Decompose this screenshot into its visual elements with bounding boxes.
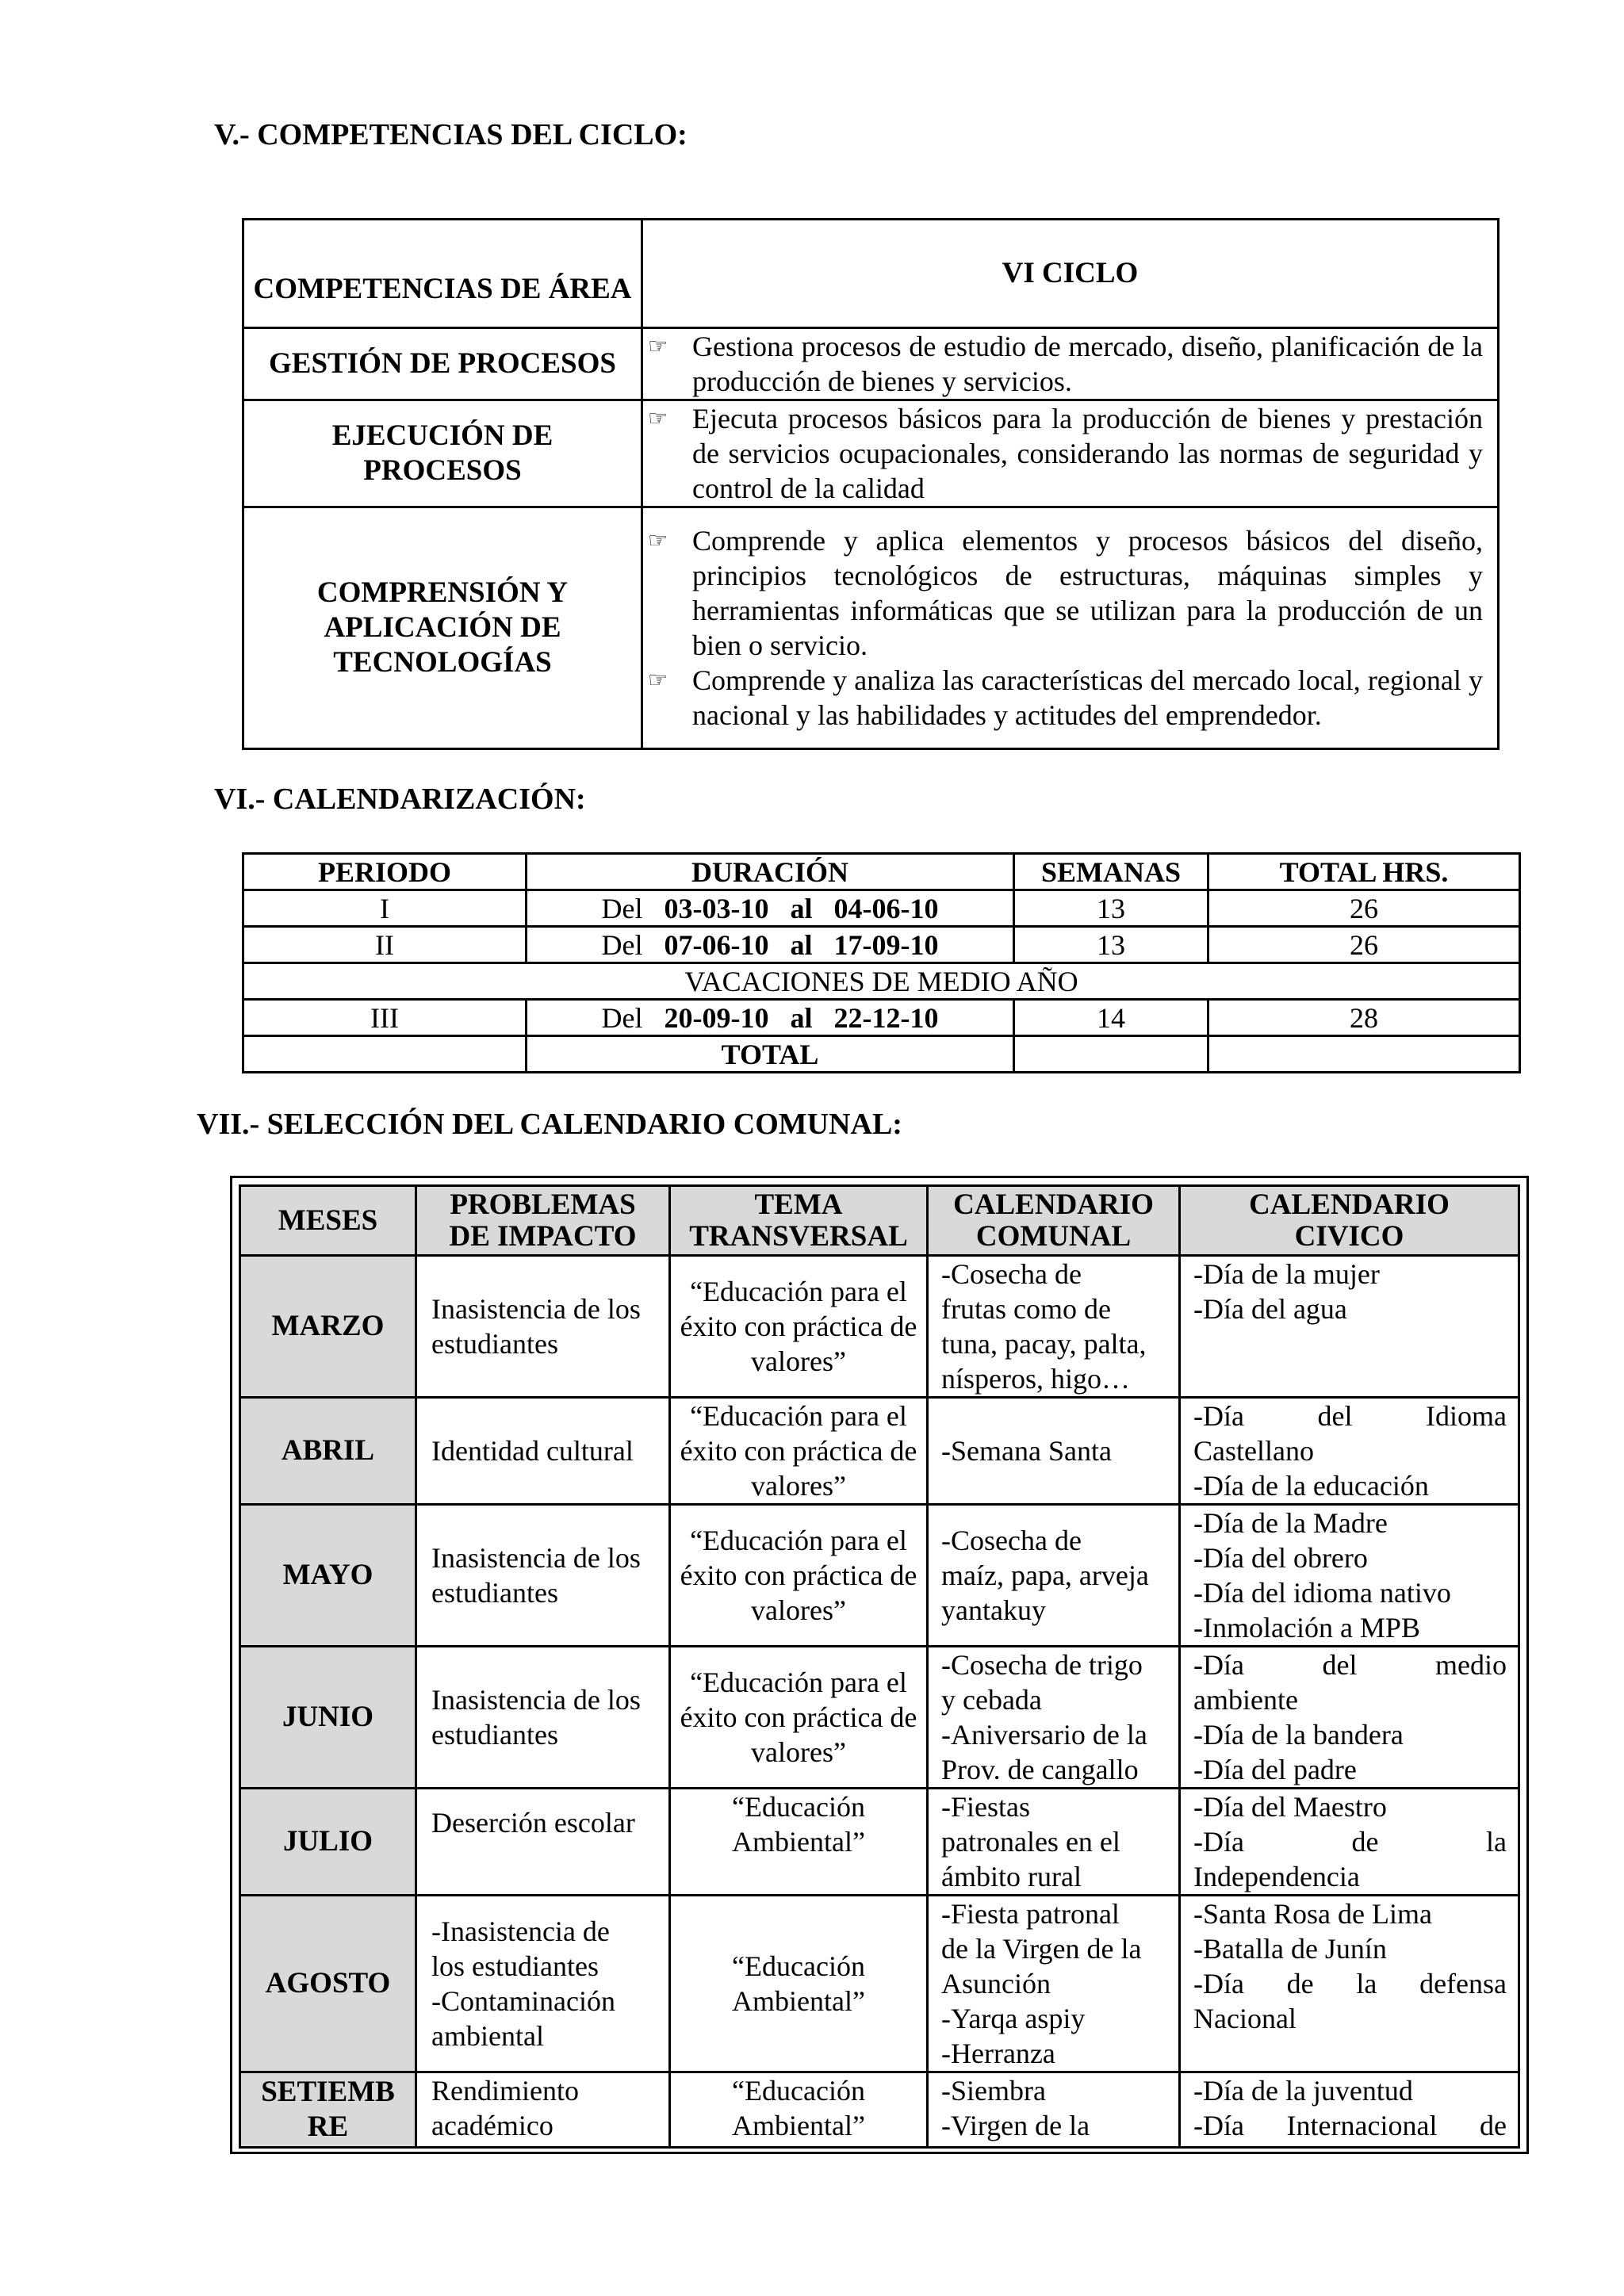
comunal-cell: -Cosecha de trigo y cebada -Aniversario de la Prov. de cangallo — [928, 1647, 1180, 1789]
month-cell: ABRIL — [240, 1398, 416, 1505]
section-title-calendario-comunal: VII.- SELECCIÓN DEL CALENDARIO COMUNAL: — [197, 1108, 902, 1141]
table-row — [240, 1647, 1519, 1789]
problema-cell: Inasistencia de los estudiantes — [416, 1256, 670, 1398]
empty-cell — [243, 1036, 527, 1073]
comunal-cell: -Siembra -Virgen de la — [928, 2072, 1180, 2148]
table-row — [243, 963, 1520, 1000]
section-title-competencias: V.- COMPETENCIAS DEL CICLO: — [214, 118, 688, 151]
problema-cell: Inasistencia de los estudiantes — [416, 1647, 670, 1789]
problema-cell: -Inasistencia de los estudiantes -Contaminación ambiental — [416, 1896, 670, 2072]
month-cell: JUNIO — [240, 1647, 416, 1789]
month-cell: JULIO — [240, 1789, 416, 1896]
table-row — [240, 2072, 1519, 2148]
header-civico: CALENDARIO CIVICO — [1180, 1186, 1519, 1256]
civico-cell: -Día del Maestro -Día de la Independencia — [1180, 1789, 1519, 1896]
header-comunal: CALENDARIO COMUNAL — [928, 1186, 1180, 1256]
civico-cell: -Día de la juventud -Día Internacional de — [1180, 2072, 1519, 2148]
month-cell: SETIEMB RE — [240, 2072, 416, 2148]
calendario-comunal-frame — [230, 1176, 1529, 2154]
table-row — [240, 1896, 1519, 2072]
empty-cell — [1208, 1036, 1520, 1073]
table-row — [243, 1000, 1520, 1036]
competencia-item: ☞ Ejecuta procesos básicos para la producción de bienes y prestación de servicios ocupacionales, considerando las normas de seguridad y control de la calidad — [648, 403, 1483, 504]
civico-cell: -Día de la Madre -Día del obrero -Día del idioma nativo -Inmolación a MPB — [1180, 1505, 1519, 1647]
comunal-cell: -Semana Santa — [928, 1398, 1180, 1505]
pointing-hand-icon: ☞ — [648, 405, 668, 431]
tema-cell: “Educación Ambiental” — [670, 1789, 928, 1896]
duracion-cell: Del 03-03-10 al 04-06-10 — [527, 890, 1014, 927]
empty-cell — [1014, 1036, 1208, 1073]
table-row — [240, 1789, 1519, 1896]
tema-cell: “Educación para el éxito con práctica de valores” — [670, 1505, 928, 1647]
pointing-hand-icon: ☞ — [648, 333, 668, 359]
horas-cell: 28 — [1208, 1000, 1520, 1036]
calendario-comunal-table — [239, 1184, 1520, 2149]
table-row — [240, 1505, 1519, 1647]
semanas-cell: 13 — [1014, 927, 1208, 963]
semanas-cell: 14 — [1014, 1000, 1208, 1036]
semanas-cell: 13 — [1014, 890, 1208, 927]
problema-cell: Identidad cultural — [416, 1398, 670, 1505]
section-title-calendarizacion: VI.- CALENDARIZACIÓN: — [214, 783, 586, 816]
competencia-desc — [642, 507, 1499, 749]
tema-cell: “Educación Ambiental” — [670, 2072, 928, 2148]
header-semanas: SEMANAS — [1014, 854, 1208, 890]
comunal-cell: -Fiesta patronal de la Virgen de la Asunción -Yarqa aspiy -Herranza — [928, 1896, 1180, 2072]
tema-cell: “Educación para el éxito con práctica de valores” — [670, 1398, 928, 1505]
competencia-item: ☞ Comprende y analiza las características del mercado local, regional y nacional y las habilidades y actitudes del emprendedor. — [648, 664, 1483, 731]
header-problemas: PROBLEMAS DE IMPACTO — [416, 1186, 670, 1256]
tema-cell: “Educación para el éxito con práctica de valores” — [670, 1647, 928, 1789]
pointing-hand-icon: ☞ — [648, 527, 668, 553]
horas-cell: 26 — [1208, 927, 1520, 963]
total-cell: TOTAL — [527, 1036, 1014, 1073]
table-row — [243, 927, 1520, 963]
table-row — [240, 1398, 1519, 1505]
comunal-cell: -Cosecha de frutas como de tuna, pacay, palta, nísperos, higo… — [928, 1256, 1180, 1398]
header-duracion: DURACIÓN — [527, 854, 1014, 890]
competencia-item: ☞ Comprende y aplica elementos y procesos básicos del diseño, principios tecnológicos de estructuras, máquinas simples y herramientas informáticas que se utilizan para la producción de un bien o servicio. — [648, 525, 1483, 661]
problema-cell: Deserción escolar — [416, 1789, 670, 1896]
civico-cell: -Día del medio ambiente -Día de la bandera -Día del padre — [1180, 1647, 1519, 1789]
month-cell: MARZO — [240, 1256, 416, 1398]
problema-cell: Rendimiento académico — [416, 2072, 670, 2148]
tema-cell: “Educación para el éxito con práctica de valores” — [670, 1256, 928, 1398]
competencia-item: ☞ Gestiona procesos de estudio de mercado, diseño, planificación de la producción de bienes y servicios. — [648, 331, 1483, 397]
duracion-cell: Del 07-06-10 al 17-09-10 — [527, 927, 1014, 963]
header-competencias-area: COMPETENCIAS DE ÁREA — [243, 220, 642, 328]
month-cell: AGOSTO — [240, 1896, 416, 2072]
header-vi-ciclo: VI CICLO — [642, 220, 1499, 328]
civico-cell: -Día del Idioma Castellano -Día de la educación — [1180, 1398, 1519, 1505]
problema-cell: Inasistencia de los estudiantes — [416, 1505, 670, 1647]
civico-cell: -Día de la mujer -Día del agua — [1180, 1256, 1519, 1398]
table-row — [243, 890, 1520, 927]
area-gestion: GESTIÓN DE PROCESOS — [243, 328, 642, 400]
periodo-cell: I — [243, 890, 527, 927]
tema-cell: “Educación Ambiental” — [670, 1896, 928, 2072]
pointing-hand-icon: ☞ — [648, 667, 668, 693]
month-cell: MAYO — [240, 1505, 416, 1647]
duracion-cell: Del 20-09-10 al 22-12-10 — [527, 1000, 1014, 1036]
header-periodo: PERIODO — [243, 854, 527, 890]
periodo-cell: II — [243, 927, 527, 963]
comunal-cell: -Cosecha de maíz, papa, arveja yantakuy — [928, 1505, 1180, 1647]
competencia-desc — [642, 400, 1499, 507]
competencia-desc — [642, 328, 1499, 400]
area-comprension: COMPRENSIÓN Y APLICACIÓN DE TECNOLOGÍAS — [243, 507, 642, 749]
header-total-hrs: TOTAL HRS. — [1208, 854, 1520, 890]
comunal-cell: -Fiestas patronales en el ámbito rural — [928, 1789, 1180, 1896]
area-ejecucion: EJECUCIÓN DE PROCESOS — [243, 400, 642, 507]
table-row — [243, 1036, 1520, 1073]
header-meses: MESES — [240, 1186, 416, 1256]
header-tema: TEMA TRANSVERSAL — [670, 1186, 928, 1256]
competencias-table — [242, 218, 1500, 750]
civico-cell: -Santa Rosa de Lima -Batalla de Junín -Día de la defensa Nacional — [1180, 1896, 1519, 2072]
horas-cell: 26 — [1208, 890, 1520, 927]
table-row — [240, 1256, 1519, 1398]
calendarizacion-table — [242, 852, 1521, 1073]
vacaciones-cell: VACACIONES DE MEDIO AÑO — [243, 963, 1520, 1000]
periodo-cell: III — [243, 1000, 527, 1036]
